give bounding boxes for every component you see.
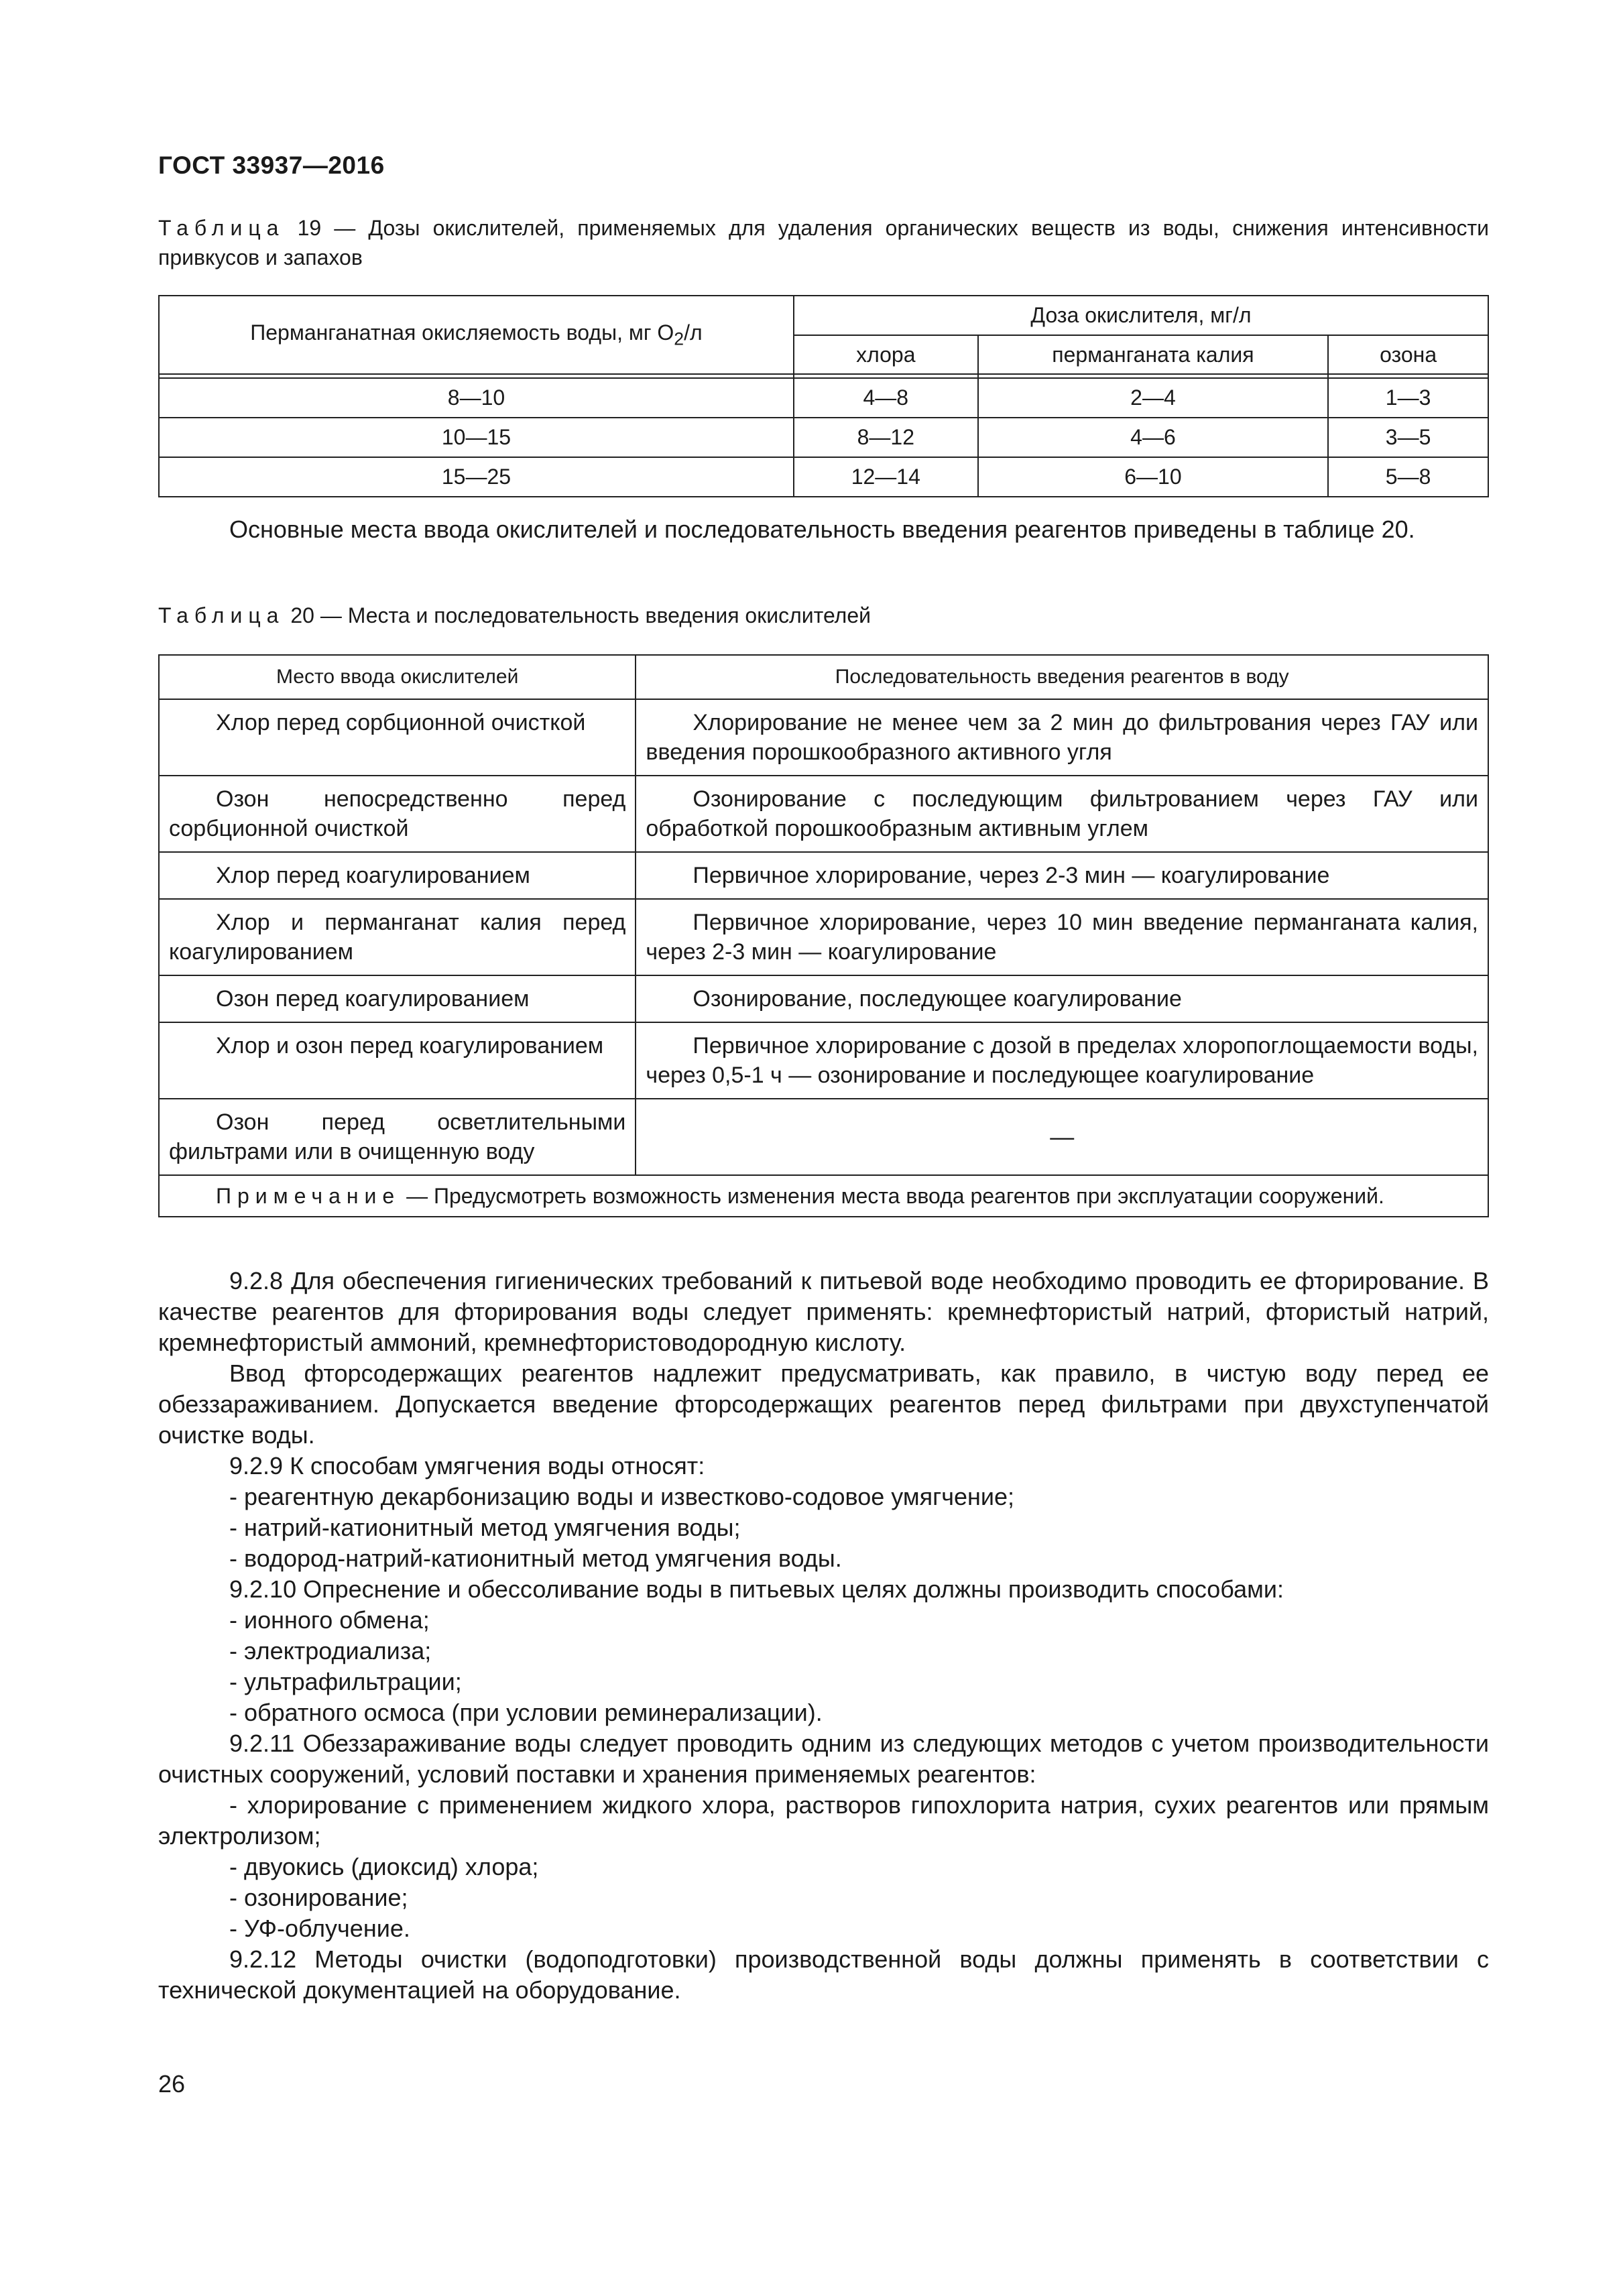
t19-cell: 4—8 <box>794 378 978 418</box>
t20-sequence-cell: Первичное хлорирование, через 2-3 мин — коагулирование <box>636 852 1488 899</box>
t20-place-cell: Хлор перед сорбционной очисткой <box>159 699 636 776</box>
body-text <box>158 1266 1489 2006</box>
list-item: - хлорирование с применением жидкого хлора, растворов гипохлорита натрия, сухих реагентов или прямым электролизом; <box>158 1791 1489 1850</box>
t19-subheader: хлора <box>794 335 978 374</box>
table-row <box>159 457 1488 497</box>
list-item: - водород-натрий-катионитный метод умягчения воды. <box>229 1545 842 1572</box>
table20-caption-text: 20 — Места и последовательность введения окислителей <box>284 603 871 627</box>
table-19 <box>158 295 1489 497</box>
table20-caption <box>158 601 1489 630</box>
t19-header-dose: Доза окислителя, мг/л <box>794 296 1488 335</box>
paragraph-9-2-11: 9.2.11 Обеззараживание воды следует проводить одним из следующих методов с учетом производительности очистных сооружений, условий поставки и хранения применяемых реагентов: <box>158 1730 1489 1788</box>
t20-sequence-cell: Первичное хлорирование с дозой в пределах хлоропоглощаемости воды, через 0,5-1 ч — озонирование и последующее коагулирование <box>636 1022 1488 1099</box>
table19-caption-word: Таблица <box>158 216 285 240</box>
table19-caption-text: 19 — Дозы окислителей, применяемых для удаления органических веществ из воды, снижения интенсивности привкусов и запахов <box>158 216 1489 269</box>
t19-cell: 3—5 <box>1328 418 1488 457</box>
paragraph-9-2-9: 9.2.9 К способам умягчения воды относят: <box>229 1452 705 1479</box>
paragraph-9-2-12: 9.2.12 Методы очистки (водоподготовки) производственной воды должны применять в соответствии с технической документацией на оборудование. <box>158 1945 1489 2004</box>
t19-cell: 2—4 <box>978 378 1329 418</box>
t20-sequence-cell: Озонирование с последующим фильтрованием через ГАУ или обработкой порошкообразным активным углем <box>636 776 1488 852</box>
table-row <box>159 899 1488 975</box>
t19-cell: 4—6 <box>978 418 1329 457</box>
t20-note-row <box>159 1175 1488 1217</box>
t19-header-oxidizability: Перманганатная окисляемость воды, мг $O_2/л$ <box>159 296 794 374</box>
paragraph-9-2-8-b: Ввод фторсодержащих реагентов надлежит предусматривать, как правило, в чистую воду перед ее обеззараживанием. Допускается введение фторсодержащих реагентов перед фильтрами при двухступенчатой очистке воды. <box>158 1360 1489 1449</box>
t20-note <box>159 1175 1488 1217</box>
t19-cell: 12—14 <box>794 457 978 497</box>
list-item: - обратного осмоса (при условии реминерализации). <box>229 1699 823 1726</box>
table19-caption <box>158 213 1489 272</box>
t20-place-cell: Хлор и перманганат калия перед коагулированием <box>159 899 636 975</box>
list-item: - двуокись (диоксид) хлора; <box>229 1853 539 1880</box>
table-row <box>159 975 1488 1022</box>
t20-place-cell: Озон перед осветлительными фильтрами или в очищенную воду <box>159 1099 636 1175</box>
table-row <box>159 776 1488 852</box>
list-item: - ультрафильтрации; <box>229 1668 462 1695</box>
t20-sequence-cell: — <box>636 1099 1488 1175</box>
t20-place-cell: Хлор перед коагулированием <box>159 852 636 899</box>
t20-place-cell: Озон перед коагулированием <box>159 975 636 1022</box>
table-row <box>159 418 1488 457</box>
t19-subheader: озона <box>1328 335 1488 374</box>
paragraph-9-2-8: 9.2.8 Для обеспечения гигиенических требований к питьевой воде необходимо проводить ее фторирование. В качестве реагентов для фторирования воды следует применять: кремнефтористый натрий, фтористый натрий, кремнефтористый аммоний, кремнефтористоводородную кислоту. <box>158 1267 1489 1356</box>
t20-note-word: Примечание <box>216 1184 401 1208</box>
t20-header-place: Место ввода окислителей <box>159 655 636 699</box>
t19-cell: 8—12 <box>794 418 978 457</box>
list-item: - УФ-облучение. <box>229 1915 410 1942</box>
table-row <box>159 1022 1488 1099</box>
list-item: - реагентную декарбонизацию воды и известково-содовое умягчение; <box>229 1483 1015 1510</box>
t19-cell: 10—15 <box>159 418 794 457</box>
table20-caption-word: Таблица <box>158 603 285 627</box>
t19-cell: 5—8 <box>1328 457 1488 497</box>
t20-sequence-cell: Первичное хлорирование, через 10 мин введение перманганата калия, через 2-3 мин — коагулирование <box>636 899 1488 975</box>
t20-note-text: — Предусмотреть возможность изменения места ввода реагентов при эксплуатации сооружений. <box>400 1184 1384 1208</box>
t20-sequence-cell: Озонирование, последующее коагулирование <box>636 975 1488 1022</box>
table-20 <box>158 654 1489 1217</box>
table-row <box>159 1099 1488 1175</box>
list-item: - озонирование; <box>229 1884 408 1911</box>
page-number: 26 <box>158 2070 186 2098</box>
document-header: ГОСТ 33937—2016 <box>158 152 385 179</box>
t20-place-cell: Хлор и озон перед коагулированием <box>159 1022 636 1099</box>
intro-paragraph: Основные места ввода окислителей и последовательность введения реагентов приведены в таблице 20. <box>229 516 1415 543</box>
table-row <box>159 852 1488 899</box>
t19-cell: 8—10 <box>159 378 794 418</box>
t19-subheader: перманганата калия <box>978 335 1329 374</box>
list-item: - электродиализа; <box>229 1637 432 1665</box>
list-item: - натрий-катионитный метод умягчения воды; <box>229 1514 741 1541</box>
t19-cell: 1—3 <box>1328 378 1488 418</box>
t20-sequence-cell: Хлорирование не менее чем за 2 мин до фильтрования через ГАУ или введения порошкообразного активного угля <box>636 699 1488 776</box>
t19-cell: 15—25 <box>159 457 794 497</box>
table-row <box>159 378 1488 418</box>
t20-place-cell: Озон непосредственно перед сорбционной очисткой <box>159 776 636 852</box>
table-row <box>159 699 1488 776</box>
t20-header-sequence: Последовательность введения реагентов в воду <box>636 655 1488 699</box>
paragraph-9-2-10: 9.2.10 Опреснение и обессоливание воды в питьевых целях должны производить способами: <box>229 1575 1284 1603</box>
t19-cell: 6—10 <box>978 457 1329 497</box>
list-item: - ионного обмена; <box>229 1606 430 1634</box>
